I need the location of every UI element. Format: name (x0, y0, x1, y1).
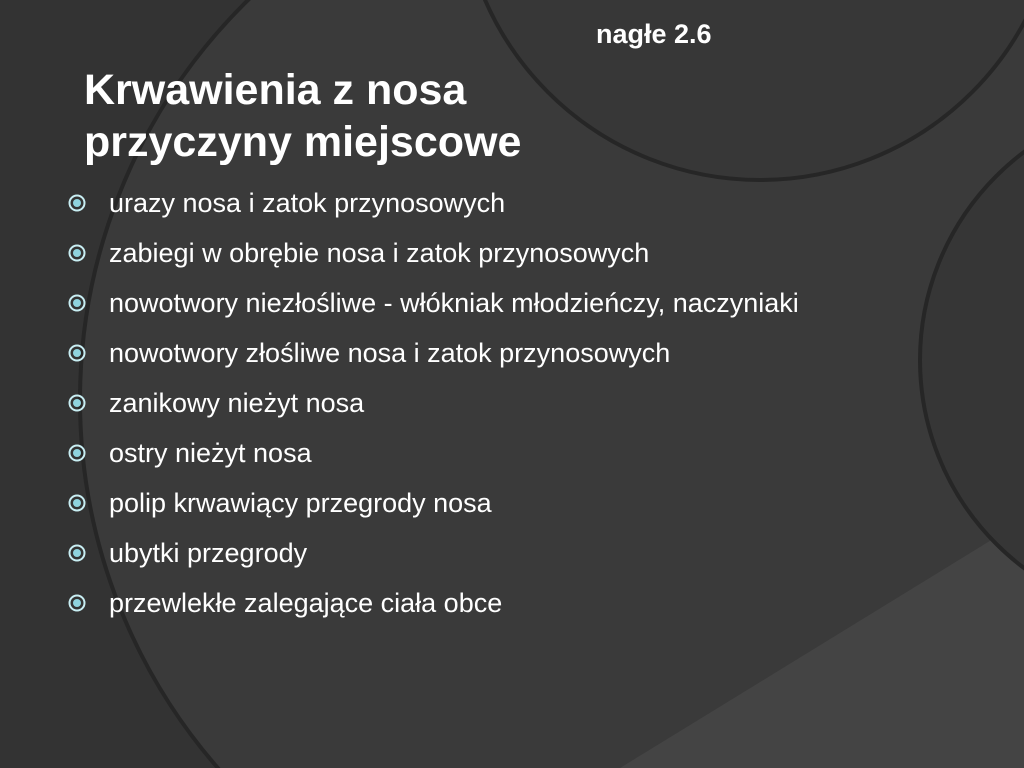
section-label: nagłe 2.6 (596, 19, 712, 49)
bullet-item (68, 234, 888, 272)
bullet-icon (68, 294, 86, 312)
slide-title-line-1: Krwawienia z nosa (84, 66, 467, 114)
bullet-text: zabiegi w obrębie nosa i zatok przynosowych (109, 238, 650, 268)
bullet-item (68, 484, 888, 522)
bullet-icon (68, 444, 86, 462)
bullet-icon (68, 494, 86, 512)
bullet-list (68, 184, 888, 634)
bullet-item (68, 334, 888, 372)
bullet-item (68, 434, 888, 472)
bullet-icon (68, 594, 86, 612)
bullet-icon (68, 394, 86, 412)
bullet-text: nowotwory złośliwe nosa i zatok przynosowych (109, 338, 671, 368)
bullet-text: zanikowy nieżyt nosa (109, 388, 365, 418)
bullet-text: ubytki przegrody (109, 538, 308, 568)
bullet-text: polip krwawiący przegrody nosa (109, 488, 492, 518)
bullet-item (68, 384, 888, 422)
bullet-text: nowotwory niezłośliwe - włókniak młodzieńczy, naczyniaki (109, 288, 799, 318)
slide-title (84, 64, 724, 168)
bullet-text: ostry nieżyt nosa (109, 438, 312, 468)
bullet-item (68, 534, 888, 572)
bullet-item (68, 184, 888, 222)
bullet-icon (68, 194, 86, 212)
bullet-icon (68, 344, 86, 362)
bullet-text: przewlekłe zalegające ciała obce (109, 588, 503, 618)
bullet-icon (68, 244, 86, 262)
bullet-item (68, 284, 888, 322)
bullet-item (68, 584, 888, 622)
slide-title-line-2: przyczyny miejscowe (84, 118, 522, 166)
bullet-text: urazy nosa i zatok przynosowych (109, 188, 506, 218)
bullet-icon (68, 544, 86, 562)
